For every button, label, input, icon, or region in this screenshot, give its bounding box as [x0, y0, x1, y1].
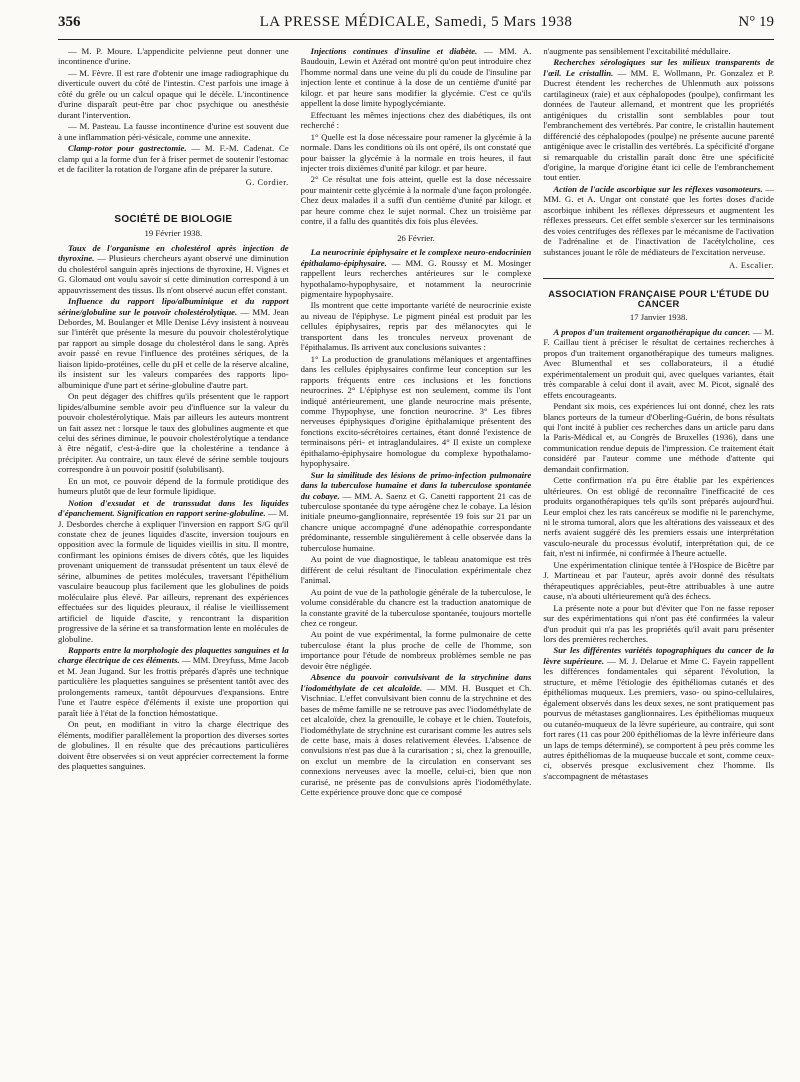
article-entry	[301, 672, 532, 797]
paragraph: Au point de vue de la pathologie générale de la tuberculose, le volume considérable du chancre est la traduction anatomique de la constante gravité de la tuberculose spontanée, toujours mortelle chez ce rongeur.	[300, 586, 532, 629]
article-entry	[543, 57, 774, 182]
article-entry	[58, 243, 289, 295]
article-entry	[543, 184, 774, 257]
article-text: — MM. Jean Debordes, M. Boulanger et Mlle Denise Lévy insistent à nouveau sur l'intérêt que présente la mesure du pouvoir cholestérolytique par rapport au simple dosage du cholestérol dans le sang. Après avoir passé en revue l'influence des protéines sériques, de la liaison lipido-protéines, celle du pH et celle de la réserve alcaline, ils insistent sur les valeurs comparées des rapports lipo-albuminique d'une part et sérine-globuline d'autre part.	[58, 306, 289, 390]
paragraph: — M. Pasteau. La fausse incontinence d'urine est souvent due à une inflammation péri-vésicale, comme une annexite.	[58, 121, 289, 142]
article-title: Sur la similitude des lésions de primo-infection pulmonaire dans la tuberculose humaine et dans la tuberculose spontanée du cobaye.	[300, 469, 532, 501]
paragraph: 2° Ce résultat une fois atteint, quelle est la dose nécessaire pour maintenir cette glycémie à la normale d'une façon prolongée. Chez deux malades il a suffi d'un centième d'unité par kilogr. et par heure comme chez le sujet normal. Chez un troisième par contre, il a fallu des quantités dix fois plus élevées.	[300, 174, 532, 227]
issue-number: N° 19	[738, 14, 774, 30]
paragraph: Ils montrent que cette importante variété de neurocrinie existe au niveau de l'épiphyse. Le pigment pinéal est produit par les cellules épiphysaires, repris par des mélanocytes qui le transportent dans les troncules nerveux provenant de l'épithalamus. Ils arrivent aux conclusions suivantes :	[300, 300, 532, 353]
paragraph: La présente note a pour but d'éviter que l'on ne fasse reposer sur des expérimentations qui n'ont pas été confirmées la valeur d'un produit qui n'a pas les propriétés qu'il avait paru présenter lors des premières recherches.	[543, 602, 774, 645]
article-entry	[58, 498, 289, 644]
article-title: Influence du rapport lipo/albuminique et du rapport sérine/globuline sur le pouvoir cholestérolytique.	[58, 296, 289, 317]
session-date: 17 Janvier 1938.	[629, 312, 688, 323]
article-title: Notion d'exsudat et de transsudat dans les liquides d'épanchement. Signification en rapport serine-globuline.	[58, 497, 289, 519]
paragraph: n'augmente pas sensiblement l'excitabilité médullaire.	[543, 46, 731, 56]
session-date: 19 Février 1938.	[144, 228, 203, 239]
paragraph: Effectuant les mêmes injections chez des diabétiques, ils ont recherché :	[300, 109, 532, 131]
section-heading: SOCIÉTÉ DE BIOLOGIE	[114, 213, 233, 225]
article-title: Clamp-rotor pour gastrectomie.	[68, 143, 187, 154]
paragraph: Cette confirmation n'a pu être établie par les expériences ultérieures. On est obligé de reconnaître l'inefficacité de ces produits organothérapiques tels qu'ils sont préparés aujourd'hui. Leur emploi chez les rats cancéreux se modifie ni le parenchyme, ni le stroma tumoral, alors que les altérations des vaisseaux et des nerfs avaient suggéré dès les premiers essais une interprétation vasculo-neurale du processus évolutif, interprétation qui, de ce fait, n'est ni infirmée, ni confirmée à l'heure actuelle.	[543, 475, 774, 559]
article-title: Taux de l'organisme en cholestérol après injection de thyroxine.	[58, 242, 289, 264]
article-text: — MM. G. et A. Ungar ont constaté que les fortes doses d'acide ascorbique inhibent les réflexes dépresseurs et augmentent les réflexes presseurs. Cet effet semble s'exercer sur les terminaisons des voies centrifuges des réflexes par le mécanisme de l'activation de l'adrénaline et de l'inactivation de l'acétylcholine, ces substances jouant le rôle de médiateurs de l'excitation nerveuse.	[543, 183, 774, 257]
article-entry	[58, 143, 289, 174]
page-number: 356	[58, 14, 81, 30]
article-entry	[301, 247, 532, 299]
journal-title: LA PRESSE MÉDICALE, Samedi, 5 Mars 1938	[259, 14, 573, 30]
article-title: Sur les différentes variétés topographiques du cancer de la lèvre supérieure.	[543, 645, 774, 666]
article-text: — MM. A. Saenz et G. Canetti rapportent 21 cas de tuberculose spontanée du type aérogène chez le cobaye. La lésion initiale pneumo-ganglionnaire, représentée 19 fois sur 21 par un chancre unique accompagné d'une adénopathie correspondante prédominante, ressemble singulièrement à celle observée dans la tuberculose humaine.	[300, 490, 532, 553]
article-title: La neurocrinie épiphysaire et le complexe neuro-endocrinien épithalamo-épiphysaire.	[300, 247, 532, 268]
article-text: — M. F. Caillau tient à préciser le résultat de certaines recherches à propos d'un traitement organothérapique des tumeurs malignes. Avec Blumenthal et ses collaborateurs, il a étudié expérimentalement un produit qui, avec quelques variantes, était très comparable à celui dont il avait, avec M. Picot, signalé des effets encourageants.	[543, 326, 774, 400]
article-entry	[301, 470, 532, 554]
columns	[58, 46, 774, 1074]
article-text: — MM. E. Wollmann, Pr. Gonzalez et P. Ducrest étendent les recherches de Uhlenmuth aux poissons cartilagineux (raie) et aux céphalopodes (poulpe), confirmant les données de l'auteur allemand, et montrent que les propriétés antigéniques du cristallin sont semblables pour tout l'embranchement des vertébrés. Par contre, le cristallin hautement différencié des céphalopodes (poulpe) ne présente aucune parenté antigénique avec le cristallin des vertébrés. La spécificité d'organe si remarquable du cristallin paraît donc être une spécificité d'origine, la marque d'origine étant ici celle de l'embranchement tout entier.	[543, 67, 774, 183]
article-title: Absence du pouvoir convulsivant de la strychnine dans l'iodométhylate de cet alcaloïde.	[300, 672, 532, 693]
article-entry	[301, 46, 532, 109]
article-title: Rapports entre la morphologie des plaquettes sanguines et la charge électrique de ces éléments.	[58, 645, 289, 666]
paragraph: — M. P. Moure. L'appendicite pelvienne peut donner une incontinence d'urine.	[58, 46, 289, 67]
signature: G. Cordier.	[245, 178, 289, 188]
article-entry	[543, 645, 774, 781]
paragraph: En un mot, ce pouvoir dépend de la formule protidique des humeurs plutôt que de leur formule lipidique.	[58, 475, 289, 497]
section-heading: ASSOCIATION FRANÇAISE POUR L'ÉTUDE DU CANCER	[548, 287, 770, 309]
article-entry	[58, 645, 289, 718]
column-1	[58, 46, 289, 1074]
paragraph: 1° La production de granulations mélaniques et argentaffines dans les cellules épiphysaires confirme leur conception sur les rapports fréquents entre ces inclusions et les fonctions neurocrines. 2° L'épiphyse est non seulement, comme ils l'ont indiqué antérieurement, une glande neurocrine mais présente, comme l'hypophyse, une fonction neurocrine. 3° Les fibres nerveuses épiphysiques d'origine épithalamique présentent des fonctions excito-sécrétoires certaines, étant donné l'existence de terminaisons péri- et intraglandulaires. 4° Il existe un complexe épithalamo-épiphysaire homologue du complexe hypothalamo-hypophysaire.	[300, 353, 532, 469]
page-header	[58, 14, 774, 40]
article-text: — Plusieurs chercheurs ayant observé une diminution du cholestérol sanguin après injections de thyroxine, H. Vignes et G. Glomaud ont voulu savoir si cette diminution correspond à un appauvrissement des tissus. Ils n'ont observé aucun effet constant.	[58, 253, 289, 295]
paragraph: On peut, en modifiant in vitro la charge électrique des éléments, modifier parallèlement la proportion des diverses sortes de globulines. Il en résulte que des précautions particulières doivent être observées si on veut apprécier correctement la forme des plaquettes sanguines.	[58, 719, 289, 771]
article-entry	[543, 327, 774, 400]
article-title: Action de l'acide ascorbique sur les réflexes vasomoteurs.	[553, 183, 763, 194]
article-title: Recherches sérologiques sur les milieux transparents de l'œil. Le cristallin.	[543, 57, 774, 78]
paragraph: 1° Quelle est la dose nécessaire pour ramener la glycémie à la normale. Dans les conditions où ils ont opéré, ils ont constaté que pour baisser la glycémie à la normale en trois heures, il faut injecter trois dixièmes d'unité par kilogr. et par heure.	[300, 131, 532, 173]
signature: A. Escalier.	[729, 261, 774, 271]
paragraph: Au point de vue expérimental, la forme pulmonaire de cette tuberculose étant la plus proche de celle de l'homme, son importance pour l'étude de nombreux problèmes semble ne pas devoir être négligée.	[300, 629, 532, 671]
paragraph: Une expérimentation clinique tentée à l'Hospice de Bicêtre par J. Martineau et par l'auteur, après avoir donné des résultats thérapeutiques appréciables, peut-être attribuables à une autre cause, n'a abouti ultérieurement qu'à des échecs.	[543, 559, 774, 602]
column-3	[543, 46, 774, 1074]
paragraph: — M. Fèvre. Il est rare d'obtenir une image radiographique du diverticule ouvert du côté de l'intestin. C'est parfois une image à côté du grêle ou un calcul opaque qui le décèle. L'incontinence d'urine disparaît peut-être par choc psychique ou anesthésie durant l'intervention.	[58, 67, 289, 120]
article-text: — M. J. Desbordes cherche à expliquer l'inversion en rapport S/G qu'il constate chez de jeunes liquides d'ascite, inversion toujours en opposition avec la formule de liquides vieillis in situ. Il montre, confirmant les opinions émises de divers côtés, que les liquides provenant uniquement de transsudat présentent un taux élevé de sérine, albumines de petites molécules, traversant l'épithélium vasculaire beaucoup plus facilement que les globulines de poids moléculaire plus élevé. Par ailleurs, reprenant des expériences effectuées sur des liquides pleuraux, il réalise le vieillissement artificiel de liquide d'ascite, y rencontrant la disparition progressive de la sérine et sa transformation lente en molécules de globuline.	[58, 508, 289, 644]
article-text: — MM. A. Baudouin, Lewin et Azérad ont montré qu'on peut introduire chez l'homme normal dans une veine du pli du coude de l'insuline par injection lente et continue à la dose de un centième d'unité par kilogr. et par heure sans modifier la glycémie. C'est ce qu'ils appellent la dose limite hypoglycémiante.	[300, 46, 532, 109]
divider	[543, 278, 774, 279]
article-text: — MM. G. Roussy et M. Mosinger rappellent leurs recherches antérieures sur le complexe hypothalamo-hypophysaire, et notamment la neurocrinie pigmentaire hypophysaire.	[300, 257, 532, 299]
article-title: Injections continues d'insuline et diabète.	[310, 46, 478, 56]
article-text: — M. J. Delarue et Mme C. Fayein rappellent les différences fondamentales qui séparent l'évolution, la structure, et même l'étiologie des épithéliomas cutanés et des épithéliomas muqueux. Les premiers, vaso- ou spino-cellulaires, également observés dans les deux sexes, ne sont pratiquement pas pourvus de métastases ganglionnaires. Les épithéliomas muqueux ou cutanéo-muqueux de la lèvre supérieure, au contraire, qui sont fort rares (11 cas pour 200 épithéliomas de la lèvre inférieure dans un laps de temps déterminé), se comportent à peu près comme les autres épithéliomas de la muqueuse buccale et sont, comme ceux-ci, observés presque exclusivement chez l'homme. Ils s'accompagnent de métastases	[543, 655, 774, 781]
paragraph: Pendant six mois, ces expériences lui ont donné, chez les rats blancs porteurs de la tumeur d'Oberling-Guérin, de bons résultats qui l'ont incité à publier ces recherches dans un article paru dans la Paris-Médical et, au Congrès de Bruxelles (1936), dans une communication rendue depuis de l'impression. Ce traitement était considéré par l'auteur comme une méthode d'attente qui demandait confirmation.	[543, 401, 774, 474]
session-date: 26 Février.	[397, 232, 435, 243]
article-title: A propos d'un traitement organothérapique du cancer.	[553, 326, 751, 337]
column-2	[301, 46, 532, 1074]
article-text: — M. F.-M. Cadenat. Ce clamp qui a la forme d'un fer à friser permet de soutenir l'estomac et de faciliter la rotation de l'organe afin de préparer la suture.	[58, 143, 289, 174]
article-text: — MM. Dreyfuss, Mme Jacob et M. Jean Jugand. Sur les frottis préparés d'après une technique particulière les plaquettes sanguines se présentent tantôt avec des prolongements rameux, tantôt dépourvues d'expansions. Entre l'une et l'autre espèce d'éléments il existe une proportion qui paraît liée à l'état de la fonction hémostatique.	[58, 655, 289, 718]
article-entry	[58, 296, 289, 390]
paragraph: On peut dégager des chiffres qu'ils présentent que le rapport lipides/albumine semble avoir peu d'influence sur la valeur du pouvoir cholestérolytique. Mais par ailleurs les auteurs montrent un fait assez net : lorsque le taux des globulines augmente et que celui des sérines diminue, le pouvoir cholestérolytique a tendance à être négatif, c'est-à-dire que la cholestérine a tendance à précipiter. Au contraire, un taux élevé de sérine semble toujours correspondre à un pouvoir positif (solubilisant).	[58, 391, 289, 475]
article-text: — MM. H. Busquet et Ch. Vischniac. L'effet convulsivant bien connu de la strychnine et des bases de même famille ne se retrouve pas avec l'iodométhylate de cet alcaloïde, chez la grenouille, le cobaye et le chien. Toutefois, l'iodométhylate de strychnine est curarisant comme les autres sels de cette base, mais à doses relativement élevées. L'absence de convulsions n'est pas due à la curarisation ; si, chez la grenouille, on exclut un membre de la circulation en conservant ses connexions nerveuses avec la moelle, celui-ci, bien que non curarisé, ne présente pas de convulsions après l'iodométhylate. Cette expérience prouve donc que ce composé	[300, 682, 532, 798]
paragraph: Au point de vue diagnostique, le tableau anatomique est très différent de celui résultant de l'inoculation expérimentale chez l'animal.	[300, 554, 532, 586]
